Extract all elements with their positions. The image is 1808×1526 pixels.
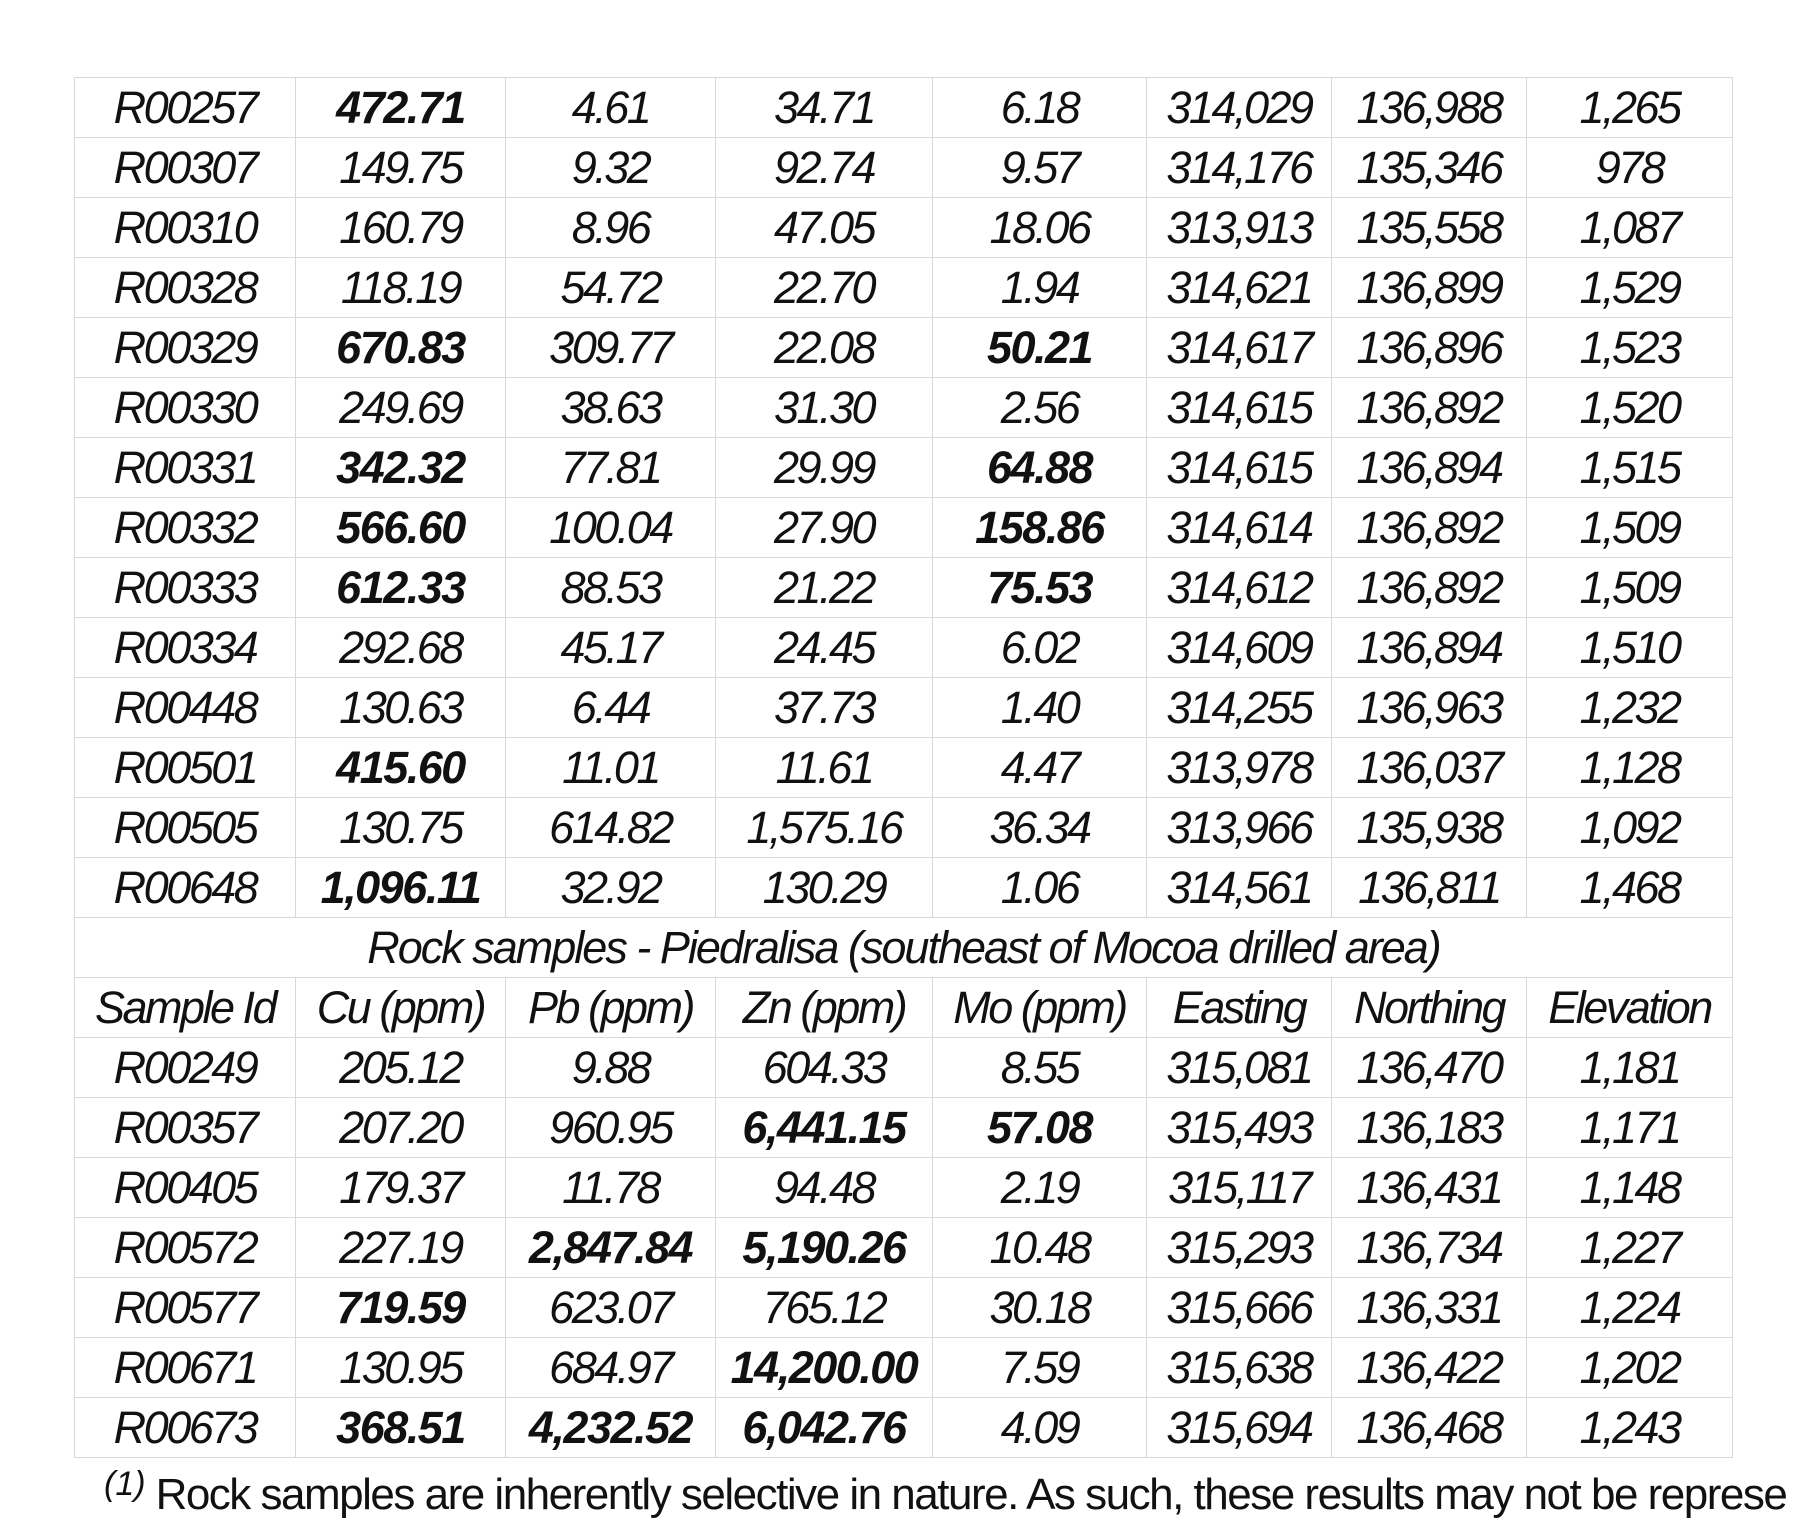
table-row	[75, 1338, 1733, 1398]
cell-mo: 2.19	[933, 1158, 1147, 1218]
cell-zn: 1,575.16	[716, 798, 933, 858]
cell-elevation: 1,202	[1527, 1338, 1733, 1398]
cell-easting: 314,612	[1147, 558, 1332, 618]
cell-id: R00249	[75, 1038, 296, 1098]
cell-id: R00331	[75, 438, 296, 498]
column-header-row	[75, 978, 1733, 1038]
sample-group-1	[75, 78, 1733, 918]
cell-elevation: 1,243	[1527, 1398, 1733, 1458]
cell-elevation: 1,510	[1527, 618, 1733, 678]
cell-northing: 136,331	[1332, 1278, 1527, 1338]
table-row	[75, 918, 1733, 978]
rock-samples-table	[74, 77, 1733, 1458]
cell-cu: 472.71	[296, 78, 506, 138]
cell-mo: 75.53	[933, 558, 1147, 618]
cell-easting: 313,913	[1147, 198, 1332, 258]
cell-zn: 130.29	[716, 858, 933, 918]
cell-northing: 136,988	[1332, 78, 1527, 138]
cell-elevation: 1,468	[1527, 858, 1733, 918]
cell-id: R00330	[75, 378, 296, 438]
cell-northing: 136,894	[1332, 438, 1527, 498]
table-row	[75, 378, 1733, 438]
cell-northing: 135,558	[1332, 198, 1527, 258]
cell-easting: 315,493	[1147, 1098, 1332, 1158]
cell-cu: 368.51	[296, 1398, 506, 1458]
cell-pb: 100.04	[506, 498, 716, 558]
cell-elevation: 1,087	[1527, 198, 1733, 258]
cell-id: R00505	[75, 798, 296, 858]
table-row	[75, 798, 1733, 858]
header-elevation: Elevation	[1527, 978, 1733, 1038]
header-sample-id: Sample Id	[75, 978, 296, 1038]
cell-mo: 4.09	[933, 1398, 1147, 1458]
cell-id: R00334	[75, 618, 296, 678]
cell-id: R00405	[75, 1158, 296, 1218]
cell-easting: 313,966	[1147, 798, 1332, 858]
cell-pb: 4,232.52	[506, 1398, 716, 1458]
footnote	[104, 1465, 1786, 1520]
cell-zn: 604.33	[716, 1038, 933, 1098]
cell-elevation: 1,509	[1527, 558, 1733, 618]
cell-id: R00572	[75, 1218, 296, 1278]
table-row	[75, 1038, 1733, 1098]
header-cu: Cu (ppm)	[296, 978, 506, 1038]
cell-pb: 4.61	[506, 78, 716, 138]
table-row	[75, 138, 1733, 198]
cell-zn: 5,190.26	[716, 1218, 933, 1278]
cell-cu: 130.75	[296, 798, 506, 858]
cell-pb: 684.97	[506, 1338, 716, 1398]
table-row	[75, 438, 1733, 498]
table-row	[75, 858, 1733, 918]
cell-id: R00448	[75, 678, 296, 738]
cell-northing: 136,896	[1332, 318, 1527, 378]
cell-cu: 1,096.11	[296, 858, 506, 918]
header-pb: Pb (ppm)	[506, 978, 716, 1038]
cell-northing: 136,431	[1332, 1158, 1527, 1218]
cell-zn: 14,200.00	[716, 1338, 933, 1398]
cell-cu: 612.33	[296, 558, 506, 618]
cell-easting: 314,176	[1147, 138, 1332, 198]
cell-northing: 136,468	[1332, 1398, 1527, 1458]
cell-elevation: 1,171	[1527, 1098, 1733, 1158]
cell-mo: 1.40	[933, 678, 1147, 738]
cell-easting: 315,638	[1147, 1338, 1332, 1398]
cell-elevation: 1,523	[1527, 318, 1733, 378]
cell-cu: 670.83	[296, 318, 506, 378]
cell-northing: 136,183	[1332, 1098, 1527, 1158]
cell-zn: 37.73	[716, 678, 933, 738]
cell-elevation: 1,520	[1527, 378, 1733, 438]
cell-id: R00332	[75, 498, 296, 558]
cell-easting: 314,609	[1147, 618, 1332, 678]
section-title: Rock samples - Piedralisa (southeast of Mocoa drilled area)	[75, 918, 1733, 978]
cell-pb: 11.78	[506, 1158, 716, 1218]
cell-id: R00501	[75, 738, 296, 798]
cell-northing: 136,037	[1332, 738, 1527, 798]
cell-northing: 135,938	[1332, 798, 1527, 858]
cell-pb: 88.53	[506, 558, 716, 618]
cell-mo: 10.48	[933, 1218, 1147, 1278]
cell-cu: 719.59	[296, 1278, 506, 1338]
cell-mo: 6.18	[933, 78, 1147, 138]
cell-id: R00333	[75, 558, 296, 618]
cell-easting: 315,081	[1147, 1038, 1332, 1098]
table-row	[75, 78, 1733, 138]
cell-mo: 158.86	[933, 498, 1147, 558]
cell-pb: 614.82	[506, 798, 716, 858]
cell-pb: 38.63	[506, 378, 716, 438]
cell-id: R00257	[75, 78, 296, 138]
cell-elevation: 1,148	[1527, 1158, 1733, 1218]
cell-pb: 6.44	[506, 678, 716, 738]
table-row	[75, 1218, 1733, 1278]
cell-pb: 9.88	[506, 1038, 716, 1098]
header-zn: Zn (ppm)	[716, 978, 933, 1038]
table-row	[75, 1098, 1733, 1158]
cell-easting: 315,694	[1147, 1398, 1332, 1458]
cell-pb: 8.96	[506, 198, 716, 258]
cell-elevation: 1,509	[1527, 498, 1733, 558]
cell-mo: 7.59	[933, 1338, 1147, 1398]
cell-zn: 94.48	[716, 1158, 933, 1218]
cell-zn: 765.12	[716, 1278, 933, 1338]
cell-easting: 314,029	[1147, 78, 1332, 138]
cell-id: R00310	[75, 198, 296, 258]
cell-id: R00671	[75, 1338, 296, 1398]
cell-zn: 47.05	[716, 198, 933, 258]
table-row	[75, 198, 1733, 258]
cell-zn: 22.08	[716, 318, 933, 378]
table-header-row	[75, 978, 1733, 1038]
cell-easting: 313,978	[1147, 738, 1332, 798]
table-row	[75, 1398, 1733, 1458]
cell-pb: 54.72	[506, 258, 716, 318]
cell-mo: 4.47	[933, 738, 1147, 798]
cell-northing: 136,892	[1332, 378, 1527, 438]
table-row	[75, 558, 1733, 618]
cell-id: R00307	[75, 138, 296, 198]
cell-easting: 315,666	[1147, 1278, 1332, 1338]
cell-zn: 92.74	[716, 138, 933, 198]
cell-easting: 314,621	[1147, 258, 1332, 318]
cell-zn: 6,441.15	[716, 1098, 933, 1158]
cell-easting: 314,614	[1147, 498, 1332, 558]
cell-mo: 2.56	[933, 378, 1147, 438]
table-row	[75, 1278, 1733, 1338]
cell-mo: 64.88	[933, 438, 1147, 498]
cell-cu: 160.79	[296, 198, 506, 258]
cell-northing: 136,734	[1332, 1218, 1527, 1278]
cell-cu: 415.60	[296, 738, 506, 798]
cell-elevation: 1,181	[1527, 1038, 1733, 1098]
cell-elevation: 1,515	[1527, 438, 1733, 498]
header-easting: Easting	[1147, 978, 1332, 1038]
cell-pb: 45.17	[506, 618, 716, 678]
cell-zn: 29.99	[716, 438, 933, 498]
footnote-marker: (1)	[104, 1465, 146, 1503]
cell-elevation: 1,224	[1527, 1278, 1733, 1338]
cell-easting: 315,293	[1147, 1218, 1332, 1278]
cell-pb: 77.81	[506, 438, 716, 498]
cell-easting: 314,615	[1147, 438, 1332, 498]
cell-pb: 9.32	[506, 138, 716, 198]
cell-cu: 249.69	[296, 378, 506, 438]
cell-mo: 6.02	[933, 618, 1147, 678]
cell-id: R00648	[75, 858, 296, 918]
header-mo: Mo (ppm)	[933, 978, 1147, 1038]
cell-zn: 34.71	[716, 78, 933, 138]
cell-elevation: 1,529	[1527, 258, 1733, 318]
table-row	[75, 318, 1733, 378]
cell-mo: 18.06	[933, 198, 1147, 258]
cell-pb: 11.01	[506, 738, 716, 798]
cell-id: R00673	[75, 1398, 296, 1458]
cell-cu: 205.12	[296, 1038, 506, 1098]
cell-id: R00357	[75, 1098, 296, 1158]
cell-mo: 1.06	[933, 858, 1147, 918]
cell-cu: 179.37	[296, 1158, 506, 1218]
cell-cu: 342.32	[296, 438, 506, 498]
cell-cu: 207.20	[296, 1098, 506, 1158]
cell-cu: 149.75	[296, 138, 506, 198]
cell-elevation: 978	[1527, 138, 1733, 198]
cell-northing: 136,811	[1332, 858, 1527, 918]
cell-northing: 136,422	[1332, 1338, 1527, 1398]
cell-easting: 315,117	[1147, 1158, 1332, 1218]
cell-mo: 36.34	[933, 798, 1147, 858]
table-row	[75, 258, 1733, 318]
cell-elevation: 1,092	[1527, 798, 1733, 858]
cell-easting: 314,617	[1147, 318, 1332, 378]
cell-zn: 11.61	[716, 738, 933, 798]
table-row	[75, 1158, 1733, 1218]
cell-northing: 135,346	[1332, 138, 1527, 198]
cell-elevation: 1,128	[1527, 738, 1733, 798]
table-row	[75, 738, 1733, 798]
cell-zn: 22.70	[716, 258, 933, 318]
cell-cu: 566.60	[296, 498, 506, 558]
cell-pb: 309.77	[506, 318, 716, 378]
section-title-row	[75, 918, 1733, 978]
footnote-text: Rock samples are inherently selective in nature. As such, these results may not be represe	[155, 1470, 1787, 1519]
cell-mo: 57.08	[933, 1098, 1147, 1158]
table-row	[75, 678, 1733, 738]
cell-zn: 21.22	[716, 558, 933, 618]
table-row	[75, 498, 1733, 558]
cell-mo: 50.21	[933, 318, 1147, 378]
cell-cu: 227.19	[296, 1218, 506, 1278]
cell-elevation: 1,227	[1527, 1218, 1733, 1278]
cell-elevation: 1,265	[1527, 78, 1733, 138]
cell-zn: 27.90	[716, 498, 933, 558]
cell-pb: 2,847.84	[506, 1218, 716, 1278]
cell-pb: 32.92	[506, 858, 716, 918]
cell-northing: 136,470	[1332, 1038, 1527, 1098]
cell-pb: 623.07	[506, 1278, 716, 1338]
cell-easting: 314,561	[1147, 858, 1332, 918]
cell-mo: 1.94	[933, 258, 1147, 318]
cell-mo: 30.18	[933, 1278, 1147, 1338]
cell-zn: 24.45	[716, 618, 933, 678]
cell-cu: 130.95	[296, 1338, 506, 1398]
cell-elevation: 1,232	[1527, 678, 1733, 738]
cell-cu: 118.19	[296, 258, 506, 318]
cell-easting: 314,615	[1147, 378, 1332, 438]
table-row	[75, 618, 1733, 678]
cell-mo: 9.57	[933, 138, 1147, 198]
cell-id: R00577	[75, 1278, 296, 1338]
cell-id: R00329	[75, 318, 296, 378]
cell-zn: 6,042.76	[716, 1398, 933, 1458]
cell-id: R00328	[75, 258, 296, 318]
cell-northing: 136,899	[1332, 258, 1527, 318]
sample-group-2	[75, 1038, 1733, 1458]
cell-mo: 8.55	[933, 1038, 1147, 1098]
cell-cu: 130.63	[296, 678, 506, 738]
cell-northing: 136,963	[1332, 678, 1527, 738]
cell-northing: 136,894	[1332, 618, 1527, 678]
header-northing: Northing	[1332, 978, 1527, 1038]
cell-cu: 292.68	[296, 618, 506, 678]
cell-easting: 314,255	[1147, 678, 1332, 738]
cell-northing: 136,892	[1332, 498, 1527, 558]
cell-zn: 31.30	[716, 378, 933, 438]
cell-northing: 136,892	[1332, 558, 1527, 618]
cell-pb: 960.95	[506, 1098, 716, 1158]
